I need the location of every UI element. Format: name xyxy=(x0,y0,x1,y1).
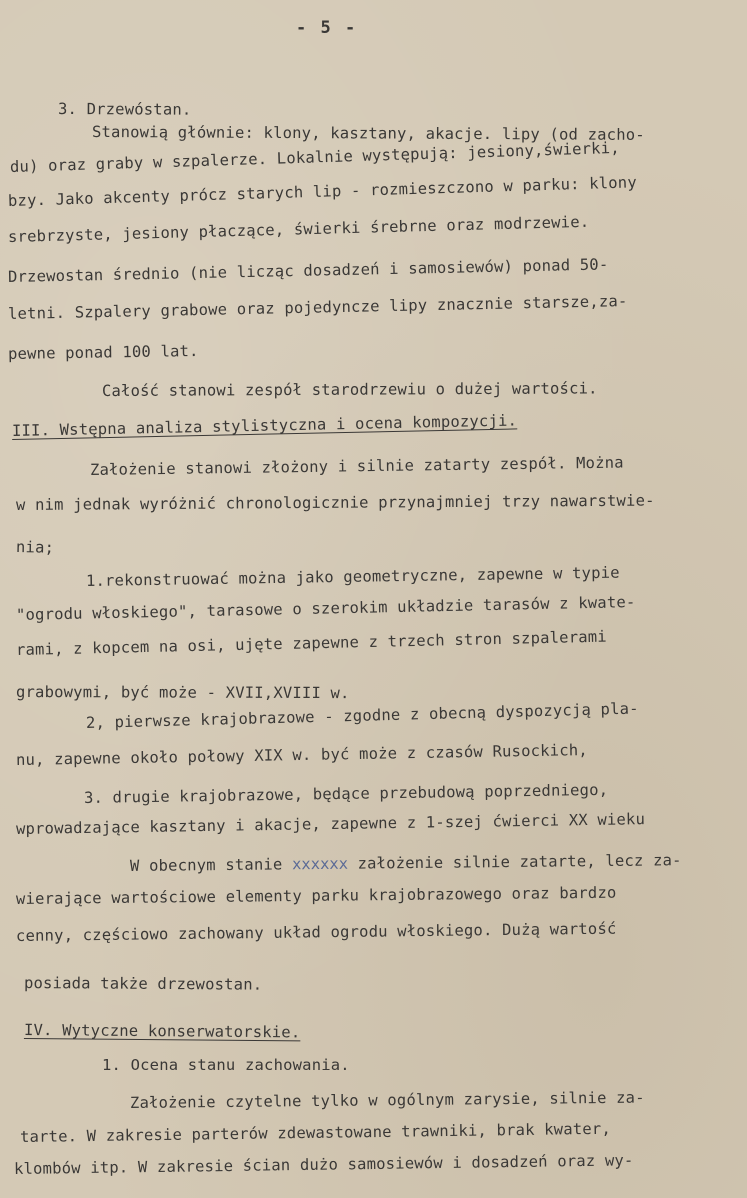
text-line: Drzewostan średnio (nie licząc dosadzeń i samosiewów) ponad 50- xyxy=(7,255,609,286)
text-line: 2, pierwsze krajobrazowe - zgodne z obecną dyspozycją pla- xyxy=(85,699,639,732)
text-line: du) oraz graby w szpalerze. Lokalnie występują: jesiony,świerki, xyxy=(9,138,621,176)
text-line: nia; xyxy=(15,538,55,557)
text-line: 3. drugie krajobrazowe, będące przebudową poprzedniego, xyxy=(83,780,609,807)
section-heading: III. Wstępna analiza stylistyczna i ocena kompozycji. xyxy=(11,411,518,440)
text-line: wprowadzające kasztany i akacje, zapewne z 1-szej ćwierci XX wieku xyxy=(15,810,646,838)
text-line: wierające wartościowe elementy parku krajobrazowego oraz bardzo xyxy=(15,883,617,908)
text-line: rami, z kopcem na osi, ujęte zapewne z trzech stron szpalerami xyxy=(15,627,608,659)
text-line: Stanowią głównie: klony, kasztany, akacje. lipy (od zacho- xyxy=(91,123,645,144)
text-line: cenny, częściowo zachowany układ ogrodu włoskiego. Dużą wartość xyxy=(15,919,617,945)
text-line: 1. Ocena stanu zachowania. xyxy=(102,1056,350,1074)
text-line: bzy. Jako akcenty prócz starych lip - rozmieszczono w parku: klony xyxy=(7,173,638,210)
section-heading: IV. Wytyczne konserwatorskie. xyxy=(23,1021,301,1042)
text-line: w nim jednak wyróżnić chronologicznie przynajmniej trzy nawarstwie- xyxy=(15,491,655,514)
text-line: "ogrodu włoskiego", tarasowe o szerokim układzie tarasów z kwate- xyxy=(15,593,636,624)
text-line: letni. Szpalery grabowe oraz pojedyncze lipy znacznie starsze,za- xyxy=(7,292,628,323)
text-line: srebrzyste, jesiony płaczące, świerki śrebrne oraz modrzewie. xyxy=(7,212,590,246)
text-line: posiada także drzewostan. xyxy=(23,974,263,994)
text-line: W obecnym stanie xxxxxx założenie silnie zatarte, lecz za- xyxy=(129,851,682,875)
text-line: Założenie czytelne tylko w ogólnym zarysie, silnie za- xyxy=(129,1088,645,1112)
text-line: Całość stanowi zespół starodrzewiu o dużej wartości. xyxy=(101,379,598,400)
text-line: 1.rekonstruować można jako geometryczne, zapewne w typie xyxy=(85,563,620,590)
struck-out-text: xxxxxx xyxy=(291,854,349,874)
text-line: pewne ponad 100 lat. xyxy=(7,342,199,363)
text-line: grabowymi, być może - XVII,XVIII w. xyxy=(15,683,350,703)
text-line: tarte. W zakresie parterów zdewastowane trawniki, brak kwater, xyxy=(19,1119,612,1146)
text-line: nu, zapewne około połowy XIX w. być może z czasów Rusockich, xyxy=(15,741,588,769)
page-number: - 5 - xyxy=(296,18,358,38)
text-line: 3. Drzewóstan. xyxy=(57,100,192,119)
text-line: Założenie stanowi złożony i silnie zatarty zespół. Można xyxy=(89,453,624,479)
text-line: klombów itp. W zakresie ścian dużo samosiewów i dosadzeń oraz wy- xyxy=(13,1151,634,1178)
